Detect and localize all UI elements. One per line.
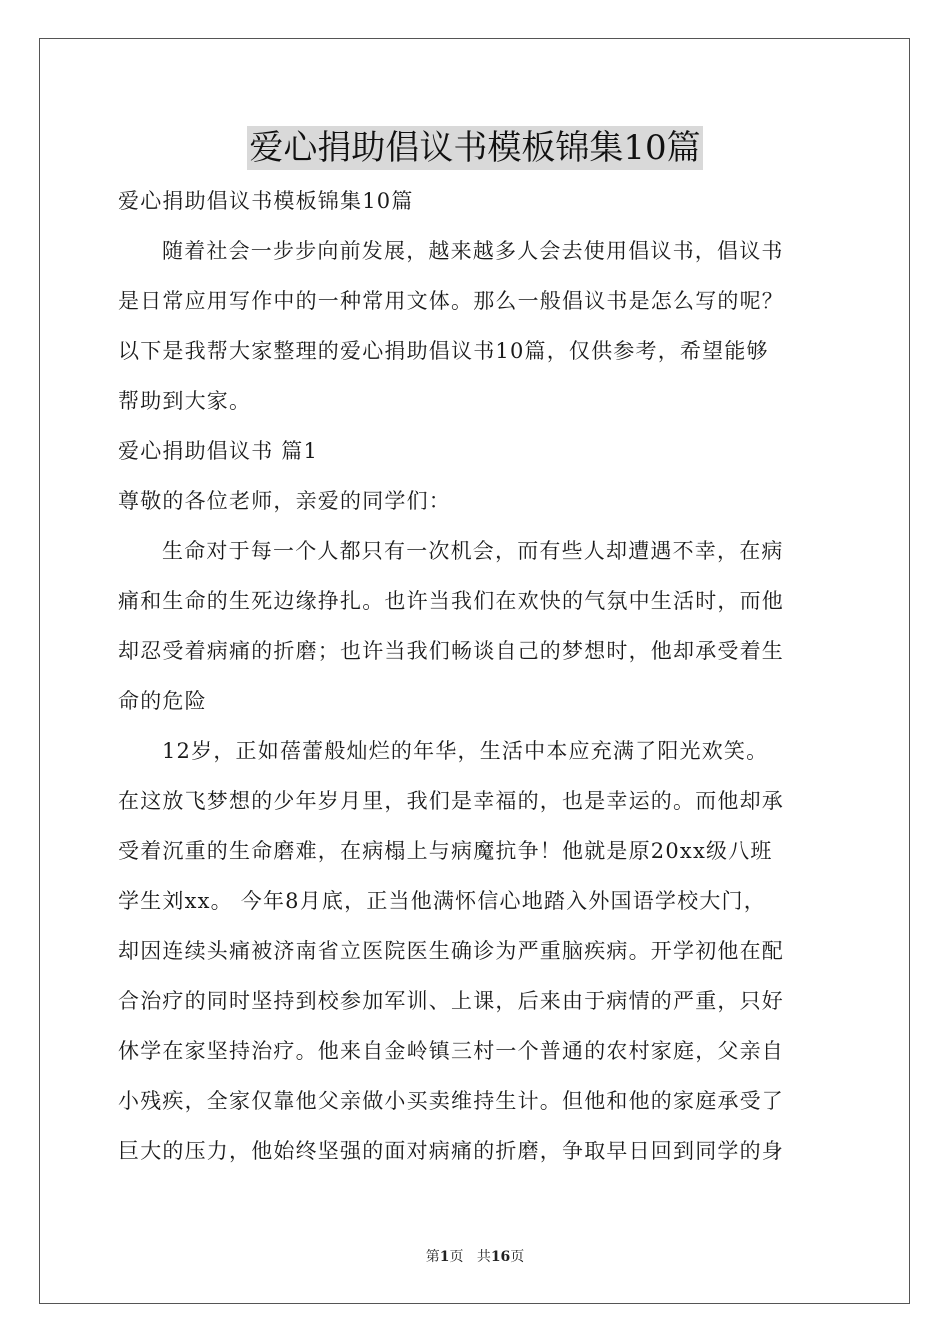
text-line: 在这放飞梦想的少年岁月里，我们是幸福的，也是幸运的。而他却承: [118, 789, 784, 813]
footer-page-current: 1: [439, 1249, 450, 1265]
text-line: 休学在家坚持治疗。他来自金岭镇三村一个普通的农村家庭，父亲自: [118, 1039, 784, 1063]
text-line: 尊敬的各位老师，亲爱的同学们：: [118, 489, 451, 513]
text-line: 是日常应用写作中的一种常用文体。那么一般倡议书是怎么写的呢？: [118, 289, 784, 313]
text-line: 12岁，正如蓓蕾般灿烂的年华，生活中本应充满了阳光欢笑。: [162, 739, 769, 763]
text-line: 爱心捐助倡议书模板锦集10篇: [118, 189, 414, 213]
text-line: 合治疗的同时坚持到校参加军训、上课，后来由于病情的严重，只好: [118, 989, 784, 1013]
footer-page-total: 16: [490, 1249, 511, 1265]
title-container: [0, 126, 950, 170]
document-title: 爱心捐助倡议书模板锦集10篇: [249, 128, 701, 168]
footer-page-suffix: 页: [449, 1249, 464, 1265]
text-line: 却忍受着病痛的折磨；也许当我们畅谈自己的梦想时，他却承受着生: [118, 639, 784, 663]
text-line: 生命对于每一个人都只有一次机会，而有些人却遭遇不幸，在病: [162, 539, 784, 563]
text-line: 爱心捐助倡议书 篇1: [118, 439, 319, 463]
text-line: 帮助到大家。: [118, 389, 252, 413]
text-line: 以下是我帮大家整理的爱心捐助倡议书10篇，仅供参考，希望能够: [118, 339, 769, 363]
footer-page-prefix: 第: [425, 1249, 440, 1265]
text-line: 命的危险: [118, 689, 207, 713]
text-line: 却因连续头痛被济南省立医院医生确诊为严重脑疾病。开学初他在配: [118, 939, 784, 963]
text-line: 小残疾，全家仅靠他父亲做小买卖维持生计。但他和他的家庭承受了: [118, 1089, 784, 1113]
text-line: 巨大的压力，他始终坚强的面对病痛的折磨，争取早日回到同学的身: [118, 1139, 784, 1163]
text-line: 随着社会一步步向前发展，越来越多人会去使用倡议书，倡议书: [162, 239, 784, 263]
text-line: 痛和生命的生死边缘挣扎。也许当我们在欢快的气氛中生活时，而他: [118, 589, 784, 613]
page-footer: [0, 1248, 950, 1266]
footer-total-suffix: 页: [510, 1249, 525, 1265]
text-line: 受着沉重的生命磨难，在病榻上与病魔抗争！他就是原20xx级八班: [118, 839, 773, 863]
footer-total-prefix: 共: [476, 1249, 491, 1265]
document-body: [118, 176, 832, 1176]
text-line: 学生刘xx。 今年8月底，正当他满怀信心地踏入外国语学校大门，: [118, 889, 766, 913]
